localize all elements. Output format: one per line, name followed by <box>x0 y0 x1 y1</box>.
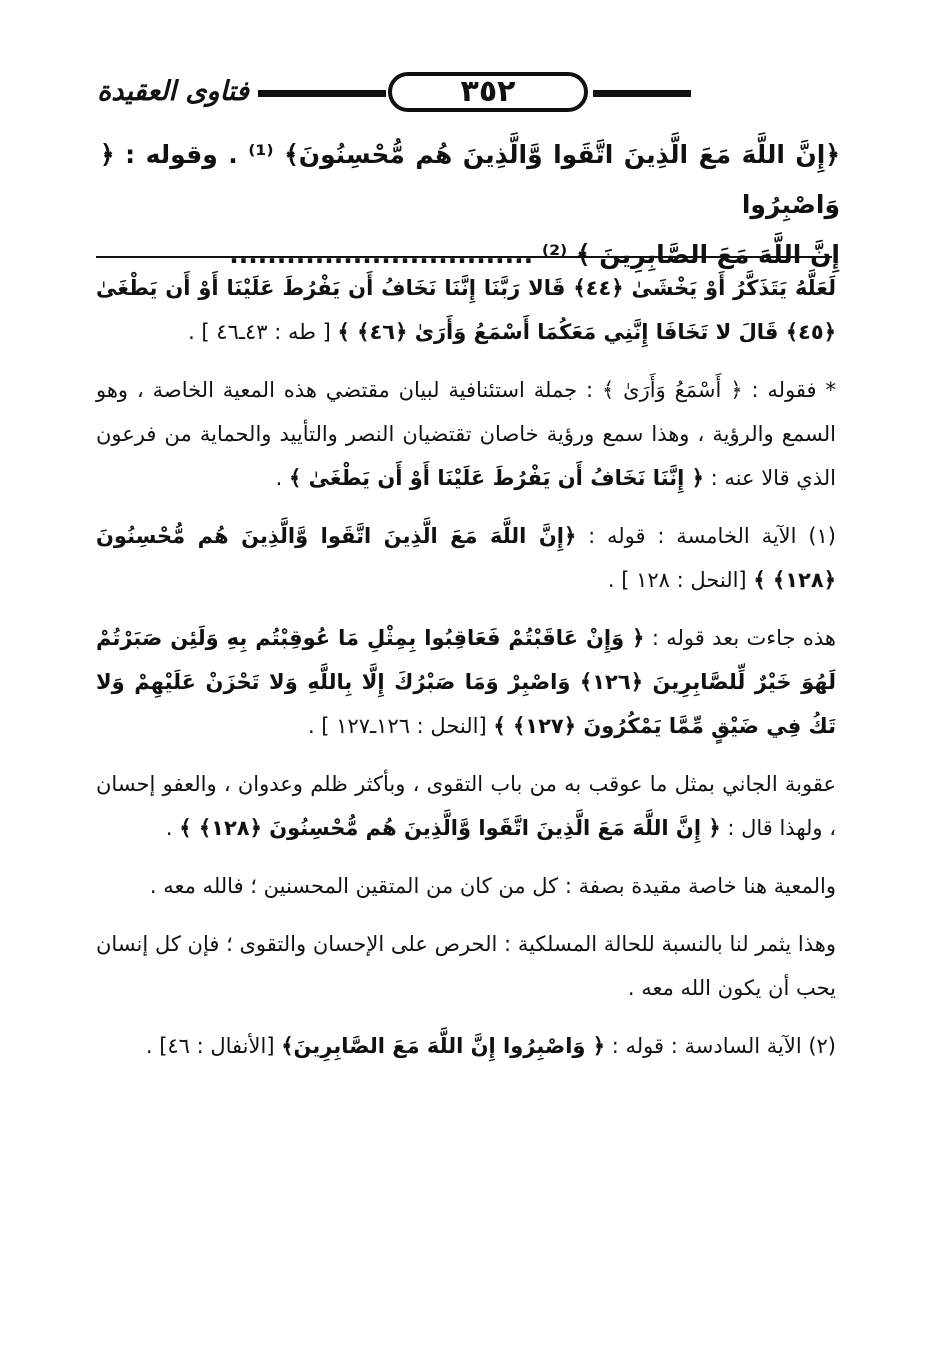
footnote-1-ref: [النحل : ١٢٨ ] . <box>607 568 747 592</box>
footnote-1-verse: ﴿إِنَّ اللَّهَ مَعَ الَّذِينَ اتَّقَوا وَّالَّذِينَ هُم مُّحْسِنُونَ ﴿١٢٨﴾ ﴾ <box>96 524 836 592</box>
footnote-2-intro: (٢) الآية السادسة : قوله : <box>611 1034 836 1058</box>
paragraph-2 <box>96 616 836 748</box>
page-header <box>88 68 836 122</box>
paragraph-3-end: . <box>165 816 173 840</box>
book-title: فتاوى العقيدة <box>88 72 258 112</box>
paragraph-4-text: والمعية هنا خاصة مقيدة بصفة : كل من كان من المتقين المحسنين ؛ فالله معه . <box>149 874 836 898</box>
paragraph-3-verse: ﴿ إِنَّ اللَّهَ مَعَ الَّذِينَ اتَّقَوا وَّالَّذِينَ هُم مُّحْسِنُونَ ﴿١٢٨﴾ ﴾ <box>179 816 721 840</box>
paragraph-2-verse: ﴿ وَإِنْ عَاقَبْتُمْ فَعَاقِبُوا بِمِثْلِ مَا عُوقِبْتُم بِهِ وَلَئِن صَبَرْتُمْ لَهُوَ خَيْرٌ لِّلصَّابِرِينَ ﴿١٢٦﴾ وَاصْبِرْ وَمَا صَبْرُكَ إِلَّا بِاللَّهِ وَلا تَحْزَنْ عَلَيْهِمْ وَلا تَكُ فِي ضَيْقٍ مِّمَّا يَمْكُرُونَ ﴿١٢٧﴾ ﴾ <box>96 626 836 738</box>
footnotes <box>96 266 836 1082</box>
continuation-paragraph <box>96 266 836 354</box>
footnote-2 <box>96 1024 836 1068</box>
footnote-1 <box>96 514 836 602</box>
paragraph-2-ref: [النحل : ١٢٦ـ١٢٧ ] . <box>307 714 487 738</box>
paragraph-3-text: عقوبة الجاني بمثل ما عوقب به من باب التقوى ، وبأكثر ظلم وعدوان ، والعفو إحسان ، ولهذا قال : <box>96 772 836 840</box>
paragraph-5 <box>96 922 836 1010</box>
commentary-text: * فقوله : ﴿ أَسْمَعُ وَأَرَىٰ ﴾ : جملة استئنافية لبيان مقتضي هذه المعية الخاصة ، وهو السمع والرؤية ، وهذا سمع ورؤية خاصان تقتضيان النصر والتأييد والحماية من فرعون الذي قالا عنه : <box>96 378 836 490</box>
main-text-line-1: ﴿إِنَّ اللَّهَ مَعَ الَّذِينَ اتَّقَوا وَّالَّذِينَ هُم مُّحْسِنُونَ﴾ ⁽¹⁾ . وقوله : ﴿ وَاصْبِرُوا <box>100 140 840 219</box>
continuation-ref: [ طه : ٤٣ـ٤٦ ] . <box>188 320 331 344</box>
page-number: ٣٥٢ <box>388 72 588 112</box>
footnote-2-ref: [الأنفال : ٤٦] . <box>145 1034 275 1058</box>
footnote-1-intro: (١) الآية الخامسة : قوله : <box>588 524 836 548</box>
commentary-verse: ﴿ إِنَّنَا نَخَافُ أَن يَفْرُطَ عَلَيْنَا أَوْ أَن يَطْغَىٰ ﴾ <box>288 466 704 490</box>
paragraph-2-intro: هذه جاءت بعد قوله : <box>651 626 836 650</box>
continuation-verse: لَعَلَّهُ يَتَذَكَّرُ أَوْ يَخْشَىٰ ﴿٤٤﴾ قَالا رَبَّنَا إِنَّنَا نَخَافُ أَن يَفْرُطَ عَلَيْنَا أَوْ أَن يَطْغَىٰ ﴿٤٥﴾ قَالَ لا تَخَافَا إِنَّنِي مَعَكُمَا أَسْمَعُ وَأَرَىٰ ﴿٤٦﴾ ﴾ <box>96 276 836 344</box>
paragraph-5-text: وهذا يثمر لنا بالنسبة للحالة المسلكية : الحرص على الإحسان والتقوى ؛ فإن كل إنسان يحب أن يكون الله معه . <box>96 932 836 1000</box>
commentary-paragraph <box>96 368 836 500</box>
header-rule-right <box>593 90 691 97</box>
footnote-divider <box>96 256 832 258</box>
paragraph-3 <box>96 762 836 850</box>
footnote-2-verse: ﴿ وَاصْبِرُوا إِنَّ اللَّهَ مَعَ الصَّابِرِينَ﴾ <box>281 1034 606 1058</box>
main-text-line-2: إِنَّ اللَّهَ مَعَ الصَّابِرِينَ ﴾ ⁽²⁾ ................................ <box>229 240 840 269</box>
paragraph-4 <box>96 864 836 908</box>
commentary-end: . <box>275 466 283 490</box>
